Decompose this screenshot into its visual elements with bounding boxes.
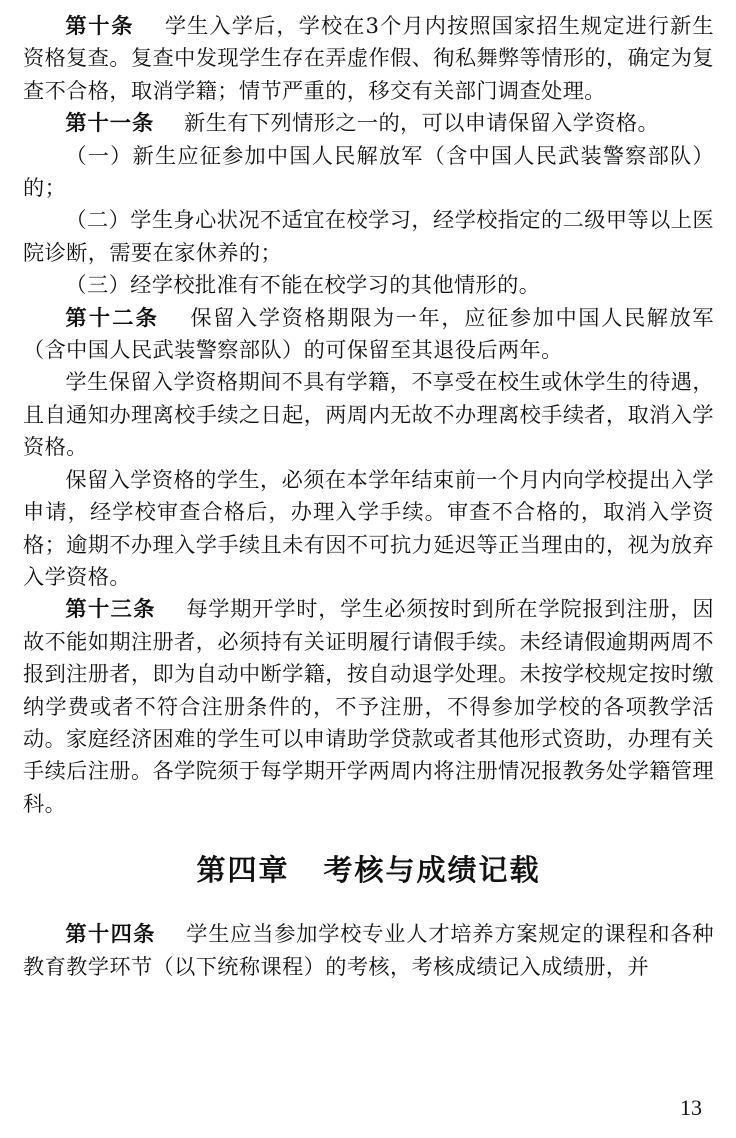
- chapter-number: 第四章: [196, 853, 290, 888]
- article-label: 第十四条: [65, 921, 156, 947]
- list-item: （三）经学校批准有不能在校学习的其他情形的。: [65, 272, 541, 298]
- chapter-heading: [23, 850, 714, 890]
- list-item: （二）学生身心状况不适宜在校学习，经学校指定的二级甲等以上医院诊断，需要在家休养的；: [23, 207, 714, 265]
- chapter-title: 考核与成绩记载: [323, 853, 541, 888]
- article-label: 第十二条: [65, 304, 160, 330]
- article-12: [23, 302, 714, 367]
- article-text: 每学期开学时，学生必须按时到所在学院报到注册，因故不能如期注册者，必须持有关证明履行请假手续。未经请假逾期两周不报到注册者，即为自动中断学籍，按自动退学处理。未按学校规定按时缴纳学费或者不符合注册条件的，不予注册，不得参加学校的各项教学活动。家庭经济困难的学生可以申请助学贷款或者其他形式资助，办理有关手续后注册。各学院须于每学期开学两周内将注册情况报教务处学籍管理科。: [23, 596, 714, 816]
- paragraph: 学生保留入学资格期间不具有学籍，不享受在校生或休学生的待遇，且自通知办理离校手续之日起，两周内无故不办理离校手续者，取消入学资格。: [23, 369, 714, 460]
- article-10: [23, 10, 714, 107]
- article-11: [23, 107, 714, 139]
- article-13: [23, 593, 714, 820]
- article-text: 新生有下列情形之一的，可以申请保留入学资格。: [184, 110, 660, 136]
- article-label: 第十三条: [65, 596, 156, 622]
- article-text: 保留入学资格期限为一年，应征参加中国人民解放军（含中国人民武装警察部队）的可保留至其退役后两年。: [23, 304, 714, 363]
- article-14: [23, 918, 714, 983]
- article-label: 第十一条: [65, 110, 155, 136]
- article-label: 第十条: [65, 13, 135, 38]
- article-text: 学生应当参加学校专业人才培养方案规定的课程和各种教育教学环节（以下统称课程）的考核，考核成绩记入成绩册，并: [23, 921, 714, 979]
- article-text: 学生入学后，学校在3个月内按照国家招生规定进行新生资格复查。复查中发现学生存在弄虚作假、徇私舞弊等情形的，确定为复查不合格，取消学籍；情节严重的，移交有关部门调查处理。: [23, 13, 714, 103]
- paragraph: 保留入学资格的学生，必须在本学年结束前一个月内向学校提出入学申请，经学校审查合格后，办理入学手续。审查不合格的，取消入学资格；逾期不办理入学手续且未有因不可抗力延迟等正当理由的，视为放弃入学资格。: [23, 466, 714, 589]
- list-item: （一）新生应征参加中国人民解放军（含中国人民武装警察部队）的；: [23, 142, 714, 201]
- page-number: 13: [680, 1095, 702, 1120]
